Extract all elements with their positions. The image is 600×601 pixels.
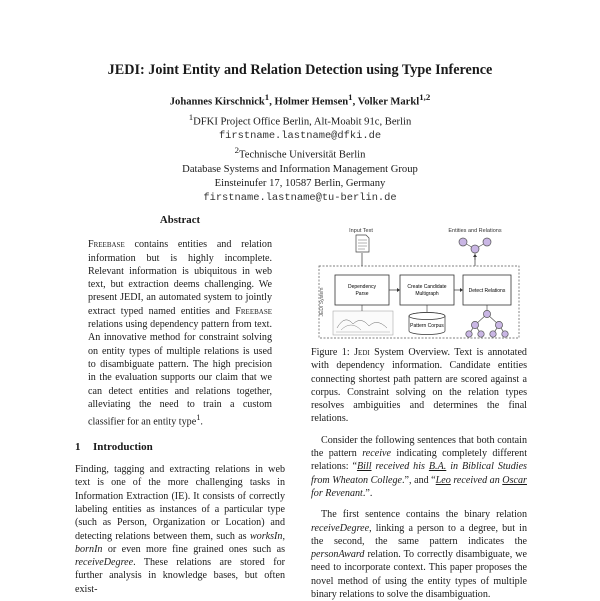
email-2: firstname.lastname@tu-berlin.de bbox=[203, 191, 397, 204]
affiliation-2-address: Einsteinufer 17, 10587 Berlin, Germany bbox=[214, 177, 386, 189]
document-icon bbox=[356, 235, 369, 252]
affil-sup: 1 bbox=[188, 111, 194, 122]
text-span: Consider the following sentences that both contain the pattern bbox=[311, 434, 527, 460]
footnote-mark: 1 bbox=[196, 413, 201, 423]
parse-tree-thumbnail bbox=[333, 311, 393, 335]
intro-span: or even more fine grained ones such as bbox=[102, 543, 285, 555]
figure-1 bbox=[311, 228, 527, 340]
affiliation-2-group: Database Systems and Information Management Group bbox=[182, 163, 418, 175]
author-names bbox=[0, 90, 600, 110]
relation-term: worksIn bbox=[249, 530, 283, 542]
affiliation-1 bbox=[0, 110, 600, 130]
freebase-term: Freebase bbox=[235, 305, 272, 317]
author-name: Johannes Kirschnick bbox=[169, 96, 265, 108]
author-sep: , bbox=[352, 96, 358, 108]
text-span: in Biblical Studies from Wheaton College bbox=[311, 461, 527, 486]
arrow-head bbox=[473, 254, 477, 257]
abstract-span: relations using dependency pattern from text. An innovative method for constraint solving on entity types of multiple relations is used to disambiguate pattern. The high precision in the evaluation supports our claim that we can detect entities and relations together, alleviating the need to train a custom classifier for an entity type bbox=[88, 319, 272, 428]
dependency-parse-box bbox=[335, 275, 389, 305]
intro-span: Finding, tagging and extracting relations in web text is one of the more challenging tasks in Information Extraction (IE). It consists of correctly labeling entities as instances of a particular type (such as Person, Organization or Location) and detecting relations between them, such as bbox=[75, 464, 285, 542]
abstract-span: . bbox=[200, 416, 203, 428]
figure-caption bbox=[311, 346, 527, 426]
system-label: JEDI System bbox=[319, 287, 325, 317]
section-heading bbox=[75, 441, 285, 454]
candidate-label-1: Create Candidate bbox=[407, 284, 447, 290]
intro-span: , bbox=[282, 530, 285, 542]
section-number: 1 bbox=[75, 440, 81, 453]
entity-mention: Leo bbox=[435, 474, 451, 486]
abstract-span: contains entities and relation information but is highly incomplete. Relevant information is ubiquitous in web text, but extraction deems challenging. We present JEDI, an automated system to jointly extract typed named entities and bbox=[88, 239, 272, 317]
caption-text: System Overview. Text is annotated with dependency information. Candidate entities connecting shortest path pattern are scored against a corpus. Constraint solving on the relation types resolves ambiguities and determines the final relations. bbox=[311, 347, 527, 425]
affil-sup: 2 bbox=[234, 145, 240, 156]
disambiguation-paragraph bbox=[311, 508, 527, 601]
pattern-term: receive bbox=[362, 448, 391, 460]
relation-term: receiveDegree bbox=[75, 557, 134, 569]
paper-title: JEDI: Joint Entity and Relation Detection using Type Inference bbox=[107, 62, 493, 78]
relation-term: personAward bbox=[311, 549, 365, 561]
entity-mention: Oscar bbox=[502, 474, 527, 486]
abstract-text bbox=[75, 238, 285, 429]
freebase-term: Freebase bbox=[88, 239, 125, 251]
left-column bbox=[75, 214, 285, 596]
abstract-heading: Abstract bbox=[159, 214, 201, 226]
caption-prefix: Figure 1: bbox=[311, 347, 355, 358]
author-name: Volker Markl bbox=[357, 96, 420, 108]
input-text-label: Input Text bbox=[349, 228, 373, 234]
author-sup: 1 bbox=[264, 92, 270, 102]
text-span: The first sentence contains the binary relation bbox=[321, 509, 527, 521]
text-span: received an bbox=[450, 474, 503, 486]
author-sup: 1,2 bbox=[419, 92, 431, 102]
author-sup: 1 bbox=[348, 92, 353, 102]
pattern-corpus-label: Pattern Corpus bbox=[410, 323, 444, 329]
relation-term: receiveDegree bbox=[311, 522, 370, 534]
affil-text: DFKI Project Office Berlin, Alt-Moabit 91c, Berlin bbox=[193, 116, 412, 128]
dep-parse-label-2: Parse bbox=[355, 291, 369, 297]
right-column bbox=[311, 228, 527, 601]
author-name: Holmer Hemsen bbox=[274, 96, 349, 108]
caption-system-name: Jedi bbox=[354, 347, 370, 358]
candidate-multigraph-box bbox=[400, 275, 454, 305]
email-1: firstname.lastname@dfki.de bbox=[218, 130, 382, 143]
author-sep: , bbox=[269, 96, 275, 108]
intro-span: . These relations are stored for further analysis in knowledge bases, but often exist- bbox=[75, 557, 285, 595]
text-span: .”. bbox=[362, 487, 373, 499]
section-title: Introduction bbox=[93, 440, 153, 453]
text-span: received his bbox=[375, 461, 425, 473]
text-span: for Revenant bbox=[311, 487, 363, 499]
relation-term: bornIn bbox=[75, 543, 103, 555]
intro-paragraph bbox=[75, 463, 285, 596]
detect-label: Detect Relations bbox=[468, 288, 506, 294]
dep-parse-label-1: Dependency bbox=[347, 284, 377, 290]
entity-mention: Bill bbox=[356, 461, 372, 473]
author-block bbox=[0, 90, 600, 205]
text-span: relation. To correctly disambiguate, we need to incorporate context. This paper proposes the novel method of using the entity types of multiple binary relations to solve the disambiguation. bbox=[311, 549, 527, 601]
example-paragraph bbox=[311, 434, 527, 500]
system-diagram bbox=[311, 228, 527, 340]
text-span: indicating completely different relations: “ bbox=[311, 448, 527, 473]
candidate-label-2: Multigraph bbox=[415, 291, 439, 297]
affiliation-2 bbox=[0, 143, 600, 163]
entities-relations-label: Entities and Relations bbox=[448, 228, 502, 234]
affil-text: Technische Universität Berlin bbox=[239, 149, 366, 161]
entity-mention: B.A. bbox=[428, 461, 447, 473]
text-span: .”, and “ bbox=[402, 474, 436, 486]
text-span: , linking a person to a degree, but in the second, the same pattern indicates the bbox=[311, 522, 527, 547]
